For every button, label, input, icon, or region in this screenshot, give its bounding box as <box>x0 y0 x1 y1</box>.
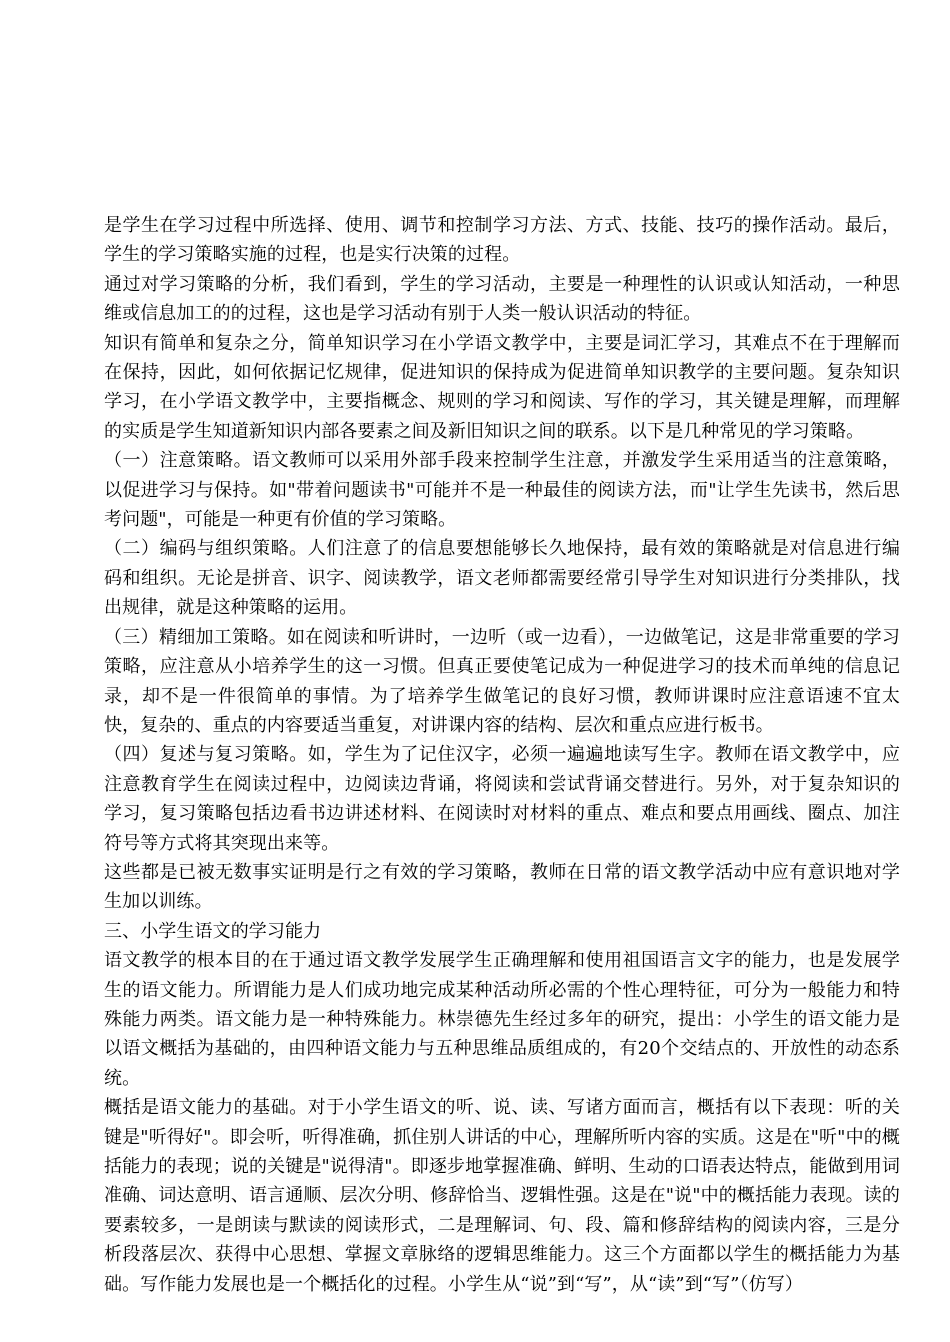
paragraph-encoding-strategy: （二）编码与组织策略。人们注意了的信息要想能够长久地保持，最有效的策略就是对信息进行编码和组织。无论是拼音、识字、阅读教学，语文老师都需要经常引导学生对知识进行分类排队，找出规律，就是这种策略的运用。 <box>104 538 900 619</box>
section-heading-learning-ability: 三、小学生语文的学习能力 <box>104 920 322 942</box>
paragraph-rehearsal-strategy: （四）复述与复习策略。如，学生为了记住汉字，必须一遍遍地读写生字。教师在语文教学中，应注意教育学生在阅读过程中，边阅读边背诵，将阅读和尝试背诵交替进行。另外，对于复杂知识的学习，复习策略包括边看书边讲述材料、在阅读时对材料的重点、难点和要点用画线、圈点、加注符号等方式将其突现出来等。 <box>104 744 900 854</box>
paragraph-strategy-summary: 这些都是已被无数事实证明是行之有效的学习策略，教师在日常的语文教学活动中应有意识地对学生加以训练。 <box>104 861 900 913</box>
paragraph-generalization: 概括是语文能力的基础。对于小学生语文的听、说、读、写诸方面而言，概括有以下表现：听的关键是"听得好"。即会听，听得准确，抓住别人讲话的中心，理解所听内容的实质。这是在"听"中的概括能力的表现；说的关键是"说得清"。即逐步地掌握准确、鲜明、生动的口语表达特点，能做到用词准确、词达意明、语言通顺、层次分明、修辞恰当、逻辑性强。这是在"说"中的概括能力表现。读的要素较多，一是朗读与默读的阅读形式，二是理解词、句、段、篇和修辞结构的阅读内容，三是分析段落层次、获得中心思想、掌握文章脉络的逻辑思维能力。这三个方面都以学生的概括能力为基础。写作能力发展也是一个概括化的过程。小学生从“说”到“写”，从“读”到“写”（仿写） <box>104 1097 900 1295</box>
paragraph-attention-strategy: （一）注意策略。语文教师可以采用外部手段来控制学生注意，并激发学生采用适当的注意策略，以促进学习与保持。如"带着问题读书"可能并不是一种最佳的阅读方法，而"让学生先读书，然后思考问题"，可能是一种更有价值的学习策略。 <box>104 450 900 531</box>
paragraph-elaboration-strategy: （三）精细加工策略。如在阅读和听讲时，一边听（或一边看），一边做笔记，这是非常重要的学习策略，应注意从小培养学生的这一习惯。但真正要使笔记成为一种促进学习的技术而单纯的信息记录，却不是一件很简单的事情。为了培养学生做笔记的良好习惯，教师讲课时应注意语速不宜太快，复杂的、重点的内容要适当重复，对讲课内容的结构、层次和重点应进行板书。 <box>104 626 900 736</box>
paragraph-strategy-analysis: 通过对学习策略的分析，我们看到，学生的学习活动，主要是一种理性的认识或认知活动，一种思维或信息加工的的过程，这也是学习活动有别于人类一般认识活动的特征。 <box>104 273 900 325</box>
paragraph-strategy-ending: 是学生在学习过程中所选择、使用、调节和控制学习方法、方式、技能、技巧的操作活动。最后，学生的学习策略实施的过程，也是实行决策的过程。 <box>104 215 900 266</box>
paragraph-knowledge-types: 知识有简单和复杂之分，简单知识学习在小学语文教学中，主要是词汇学习，其难点不在于理解而在保持，因此，如何依据记忆规律，促进知识的保持成为促进简单知识教学的主要问题。复杂知识学习，在小学语文教学中，主要指概念、规则的学习和阅读、写作的学习，其关键是理解，而理解的实质是学生知道新知识内部各要素之间及新旧知识之间的联系。以下是几种常见的学习策略。 <box>104 332 900 442</box>
document-body <box>104 211 900 1299</box>
paragraph-language-ability: 语文教学的根本目的在于通过语文教学发展学生正确理解和使用祖国语言文字的能力，也是发展学生的语文能力。所谓能力是人们成功地完成某种活动所必需的个性心理特征，可分为一般能力和特殊能力两类。语文能力是一种特殊能力。林崇德先生经过多年的研究，提出：小学生的语文能力是以语文概括为基础的，由四种语文能力与五种思维品质组成的，有20个交结点的、开放性的动态系统。 <box>104 950 900 1089</box>
